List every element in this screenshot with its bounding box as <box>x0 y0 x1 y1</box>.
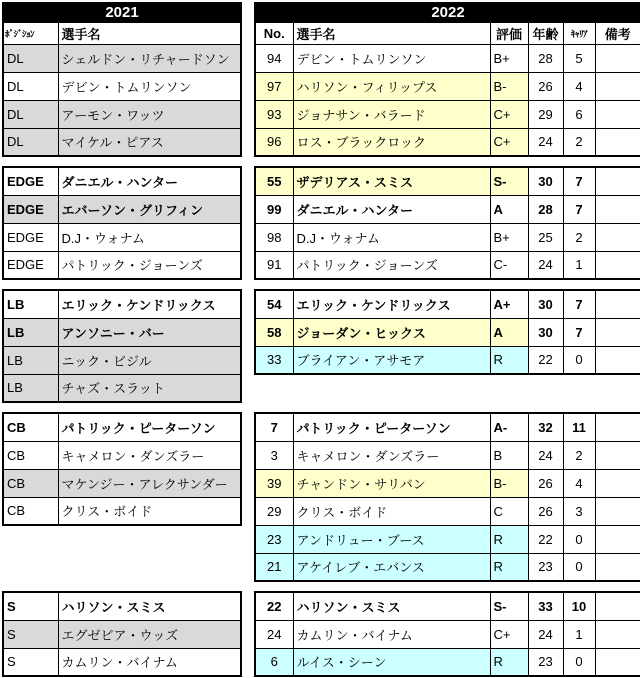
player-row-2021 <box>3 44 241 72</box>
career-cell: 2 <box>563 223 595 251</box>
year-band-row <box>255 3 640 22</box>
player-row-2021 <box>3 100 241 128</box>
career-cell: 0 <box>563 648 595 676</box>
position-group-s <box>2 591 638 677</box>
age-cell: 22 <box>528 346 563 374</box>
career-cell: 1 <box>563 251 595 279</box>
career-cell: 7 <box>563 318 595 346</box>
jersey-number-cell: 55 <box>255 167 293 195</box>
player-row-2022 <box>255 72 640 100</box>
player-name-cell: ルイス・シーン <box>293 648 490 676</box>
age-cell: 26 <box>528 72 563 100</box>
rating-cell: S- <box>490 592 528 620</box>
year-header-2022: 2022 <box>255 3 640 22</box>
position-cell: LB <box>3 290 58 318</box>
note-cell <box>595 648 640 676</box>
note-cell <box>595 318 640 346</box>
jersey-number-cell: 93 <box>255 100 293 128</box>
player-row-2021 <box>3 497 241 525</box>
position-cell: CB <box>3 413 58 441</box>
rating-cell: B+ <box>490 223 528 251</box>
roster-table-2022-dl <box>254 2 640 157</box>
roster-table-2022-cb <box>254 412 640 582</box>
player-name-cell: カムリン・バイナム <box>58 648 241 676</box>
position-cell: EDGE <box>3 251 58 279</box>
player-name-cell: クリス・ボイド <box>58 497 241 525</box>
player-name-cell: パトリック・ジョーンズ <box>293 251 490 279</box>
age-cell: 28 <box>528 44 563 72</box>
player-row-2021 <box>3 195 241 223</box>
career-cell: 0 <box>563 553 595 581</box>
position-cell: CB <box>3 441 58 469</box>
position-cell: EDGE <box>3 223 58 251</box>
jersey-number-cell: 98 <box>255 223 293 251</box>
rating-cell: A <box>490 318 528 346</box>
player-name-cell: エグゼビア・ウッズ <box>58 620 241 648</box>
career-cell: 0 <box>563 346 595 374</box>
position-group-lb <box>2 289 638 403</box>
age-cell: 25 <box>528 223 563 251</box>
age-cell: 33 <box>528 592 563 620</box>
player-name-cell: シェルドン・リチャードソン <box>58 44 241 72</box>
age-cell: 24 <box>528 620 563 648</box>
roster-table-2022-lb <box>254 289 640 375</box>
player-name-cell: キャメロン・ダンズラー <box>58 441 241 469</box>
player-row-2022 <box>255 346 640 374</box>
position-cell: S <box>3 592 58 620</box>
player-row-2022 <box>255 251 640 279</box>
rating-cell: C+ <box>490 100 528 128</box>
jersey-number-cell: 3 <box>255 441 293 469</box>
note-cell <box>595 167 640 195</box>
rating-cell: R <box>490 525 528 553</box>
rating-cell: R <box>490 553 528 581</box>
rating-cell: A <box>490 195 528 223</box>
rating-cell: C <box>490 497 528 525</box>
note-cell <box>595 290 640 318</box>
player-name-cell: ハリソン・スミス <box>293 592 490 620</box>
roster-table-2021-cb <box>2 412 242 526</box>
jersey-number-cell: 33 <box>255 346 293 374</box>
player-name-cell: ジョナサン・バラード <box>293 100 490 128</box>
player-name-cell: アンドリュー・ブース <box>293 525 490 553</box>
rating-cell: S- <box>490 167 528 195</box>
rating-cell: C- <box>490 251 528 279</box>
position-column-header: ﾎﾟｼﾞｼｮﾝ <box>3 22 58 44</box>
player-row-2021 <box>3 648 241 676</box>
player-row-2022 <box>255 290 640 318</box>
player-row-2021 <box>3 469 241 497</box>
note-cell <box>595 413 640 441</box>
player-name-cell: パトリック・ジョーンズ <box>58 251 241 279</box>
position-cell: S <box>3 620 58 648</box>
age-cell: 30 <box>528 318 563 346</box>
career-cell: 0 <box>563 525 595 553</box>
player-name-cell: パトリック・ピーターソン <box>293 413 490 441</box>
player-name-cell: ジョーダン・ヒックス <box>293 318 490 346</box>
career-cell: 11 <box>563 413 595 441</box>
number-column-header: No. <box>255 22 293 44</box>
player-row-2021 <box>3 251 241 279</box>
player-row-2022 <box>255 128 640 156</box>
player-row-2021 <box>3 128 241 156</box>
jersey-number-cell: 23 <box>255 525 293 553</box>
player-row-2022 <box>255 441 640 469</box>
player-row-2022 <box>255 195 640 223</box>
rating-cell: R <box>490 346 528 374</box>
player-row-2022 <box>255 413 640 441</box>
rating-cell: A- <box>490 413 528 441</box>
note-cell <box>595 525 640 553</box>
position-cell: DL <box>3 100 58 128</box>
jersey-number-cell: 99 <box>255 195 293 223</box>
jersey-number-cell: 97 <box>255 72 293 100</box>
age-cell: 26 <box>528 497 563 525</box>
career-cell: 5 <box>563 44 595 72</box>
career-cell: 7 <box>563 195 595 223</box>
player-row-2022 <box>255 497 640 525</box>
roster-table-2021-edge <box>2 166 242 280</box>
position-cell: LB <box>3 318 58 346</box>
position-cell: DL <box>3 128 58 156</box>
note-cell <box>595 497 640 525</box>
rating-cell: B <box>490 441 528 469</box>
player-row-2021 <box>3 223 241 251</box>
roster-table-2021-dl <box>2 2 242 157</box>
player-name-cell: ニック・ビジル <box>58 346 241 374</box>
rating-cell: C+ <box>490 128 528 156</box>
player-name-cell: ダニエル・ハンター <box>293 195 490 223</box>
jersey-number-cell: 22 <box>255 592 293 620</box>
player-row-2022 <box>255 620 640 648</box>
rating-column-header: 評価 <box>490 22 528 44</box>
note-cell <box>595 469 640 497</box>
player-name-cell: クリス・ボイド <box>293 497 490 525</box>
note-cell <box>595 195 640 223</box>
player-name-cell: D.J・ウォナム <box>293 223 490 251</box>
roster-table-2022-edge <box>254 166 640 280</box>
position-group-cb <box>2 412 638 582</box>
player-row-2021 <box>3 441 241 469</box>
player-name-cell: アンソニー・バー <box>58 318 241 346</box>
career-cell: 4 <box>563 72 595 100</box>
age-cell: 24 <box>528 128 563 156</box>
player-name-cell: パトリック・ピーターソン <box>58 413 241 441</box>
year-header-2021: 2021 <box>3 3 241 22</box>
jersey-number-cell: 54 <box>255 290 293 318</box>
note-cell <box>595 553 640 581</box>
player-name-cell: ダニエル・ハンター <box>58 167 241 195</box>
player-row-2022 <box>255 525 640 553</box>
career-cell: 3 <box>563 497 595 525</box>
player-row-2022 <box>255 592 640 620</box>
career-cell: 7 <box>563 290 595 318</box>
player-name-cell: マイケル・ピアス <box>58 128 241 156</box>
rating-cell: R <box>490 648 528 676</box>
player-row-2021 <box>3 620 241 648</box>
column-header-row <box>255 22 640 44</box>
position-cell: DL <box>3 44 58 72</box>
player-name-cell: チャンドン・サリバン <box>293 469 490 497</box>
note-cell <box>595 72 640 100</box>
age-cell: 28 <box>528 195 563 223</box>
jersey-number-cell: 91 <box>255 251 293 279</box>
roster-table-2021-lb <box>2 289 242 403</box>
player-row-2021 <box>3 318 241 346</box>
position-cell: EDGE <box>3 167 58 195</box>
career-cell: 10 <box>563 592 595 620</box>
rating-cell: A+ <box>490 290 528 318</box>
player-row-2021 <box>3 72 241 100</box>
position-group-dl <box>2 2 638 157</box>
player-row-2022 <box>255 167 640 195</box>
jersey-number-cell: 58 <box>255 318 293 346</box>
note-cell <box>595 223 640 251</box>
age-cell: 23 <box>528 648 563 676</box>
age-cell: 24 <box>528 251 563 279</box>
player-row-2022 <box>255 223 640 251</box>
career-column-header: ｷｬﾘｱ <box>563 22 595 44</box>
note-cell <box>595 592 640 620</box>
note-cell <box>595 251 640 279</box>
player-name-cell: デビン・トムリンソン <box>58 72 241 100</box>
player-name-cell: エバーソン・グリフィン <box>58 195 241 223</box>
jersey-number-cell: 29 <box>255 497 293 525</box>
player-row-2021 <box>3 413 241 441</box>
jersey-number-cell: 21 <box>255 553 293 581</box>
note-cell <box>595 346 640 374</box>
age-column-header: 年齢 <box>528 22 563 44</box>
player-name-cell: ハリソン・フィリップス <box>293 72 490 100</box>
player-row-2022 <box>255 648 640 676</box>
jersey-number-cell: 94 <box>255 44 293 72</box>
player-name-cell: ザデリアス・スミス <box>293 167 490 195</box>
player-row-2022 <box>255 44 640 72</box>
player-row-2022 <box>255 553 640 581</box>
player-name-cell: チャズ・スラット <box>58 374 241 402</box>
player-name-cell: カムリン・バイナム <box>293 620 490 648</box>
position-cell: CB <box>3 469 58 497</box>
position-cell: S <box>3 648 58 676</box>
age-cell: 26 <box>528 469 563 497</box>
age-cell: 24 <box>528 441 563 469</box>
position-group-edge <box>2 166 638 280</box>
column-header-row <box>3 22 241 44</box>
player-name-cell: マケンジー・アレクサンダー <box>58 469 241 497</box>
career-cell: 6 <box>563 100 595 128</box>
age-cell: 29 <box>528 100 563 128</box>
player-row-2022 <box>255 469 640 497</box>
player-name-cell: アケイレブ・エバンス <box>293 553 490 581</box>
year-band-row <box>3 3 241 22</box>
player-name-cell: D.J・ウォナム <box>58 223 241 251</box>
player-name-cell: エリック・ケンドリックス <box>58 290 241 318</box>
position-cell: DL <box>3 72 58 100</box>
rating-cell: B+ <box>490 44 528 72</box>
position-cell: LB <box>3 374 58 402</box>
jersey-number-cell: 6 <box>255 648 293 676</box>
note-cell <box>595 620 640 648</box>
player-name-cell: ハリソン・スミス <box>58 592 241 620</box>
age-cell: 30 <box>528 290 563 318</box>
note-cell <box>595 100 640 128</box>
age-cell: 23 <box>528 553 563 581</box>
player-row-2022 <box>255 318 640 346</box>
roster-sections <box>2 2 638 677</box>
player-name-cell: エリック・ケンドリックス <box>293 290 490 318</box>
age-cell: 30 <box>528 167 563 195</box>
player-name-cell: キャメロン・ダンズラー <box>293 441 490 469</box>
note-column-header: 備考 <box>595 22 640 44</box>
career-cell: 7 <box>563 167 595 195</box>
player-row-2021 <box>3 346 241 374</box>
position-cell: EDGE <box>3 195 58 223</box>
player-row-2021 <box>3 290 241 318</box>
jersey-number-cell: 96 <box>255 128 293 156</box>
rating-cell: C+ <box>490 620 528 648</box>
player-row-2022 <box>255 100 640 128</box>
player-name-cell: ブライアン・アサモア <box>293 346 490 374</box>
position-cell: LB <box>3 346 58 374</box>
career-cell: 1 <box>563 620 595 648</box>
player-row-2021 <box>3 592 241 620</box>
jersey-number-cell: 39 <box>255 469 293 497</box>
note-cell <box>595 128 640 156</box>
age-cell: 22 <box>528 525 563 553</box>
jersey-number-cell: 24 <box>255 620 293 648</box>
age-cell: 32 <box>528 413 563 441</box>
player-row-2021 <box>3 167 241 195</box>
career-cell: 2 <box>563 128 595 156</box>
player-name-column-header: 選手名 <box>58 22 241 44</box>
roster-table-2021-s <box>2 591 242 677</box>
player-name-cell: ロス・ブラックロック <box>293 128 490 156</box>
player-row-2021 <box>3 374 241 402</box>
player-name-cell: アーモン・ワッツ <box>58 100 241 128</box>
roster-table-2022-s <box>254 591 640 677</box>
note-cell <box>595 441 640 469</box>
rating-cell: B- <box>490 469 528 497</box>
note-cell <box>595 44 640 72</box>
career-cell: 2 <box>563 441 595 469</box>
jersey-number-cell: 7 <box>255 413 293 441</box>
position-cell: CB <box>3 497 58 525</box>
rating-cell: B- <box>490 72 528 100</box>
player-name-cell: デビン・トムリンソン <box>293 44 490 72</box>
career-cell: 4 <box>563 469 595 497</box>
player-name-column-header: 選手名 <box>293 22 490 44</box>
